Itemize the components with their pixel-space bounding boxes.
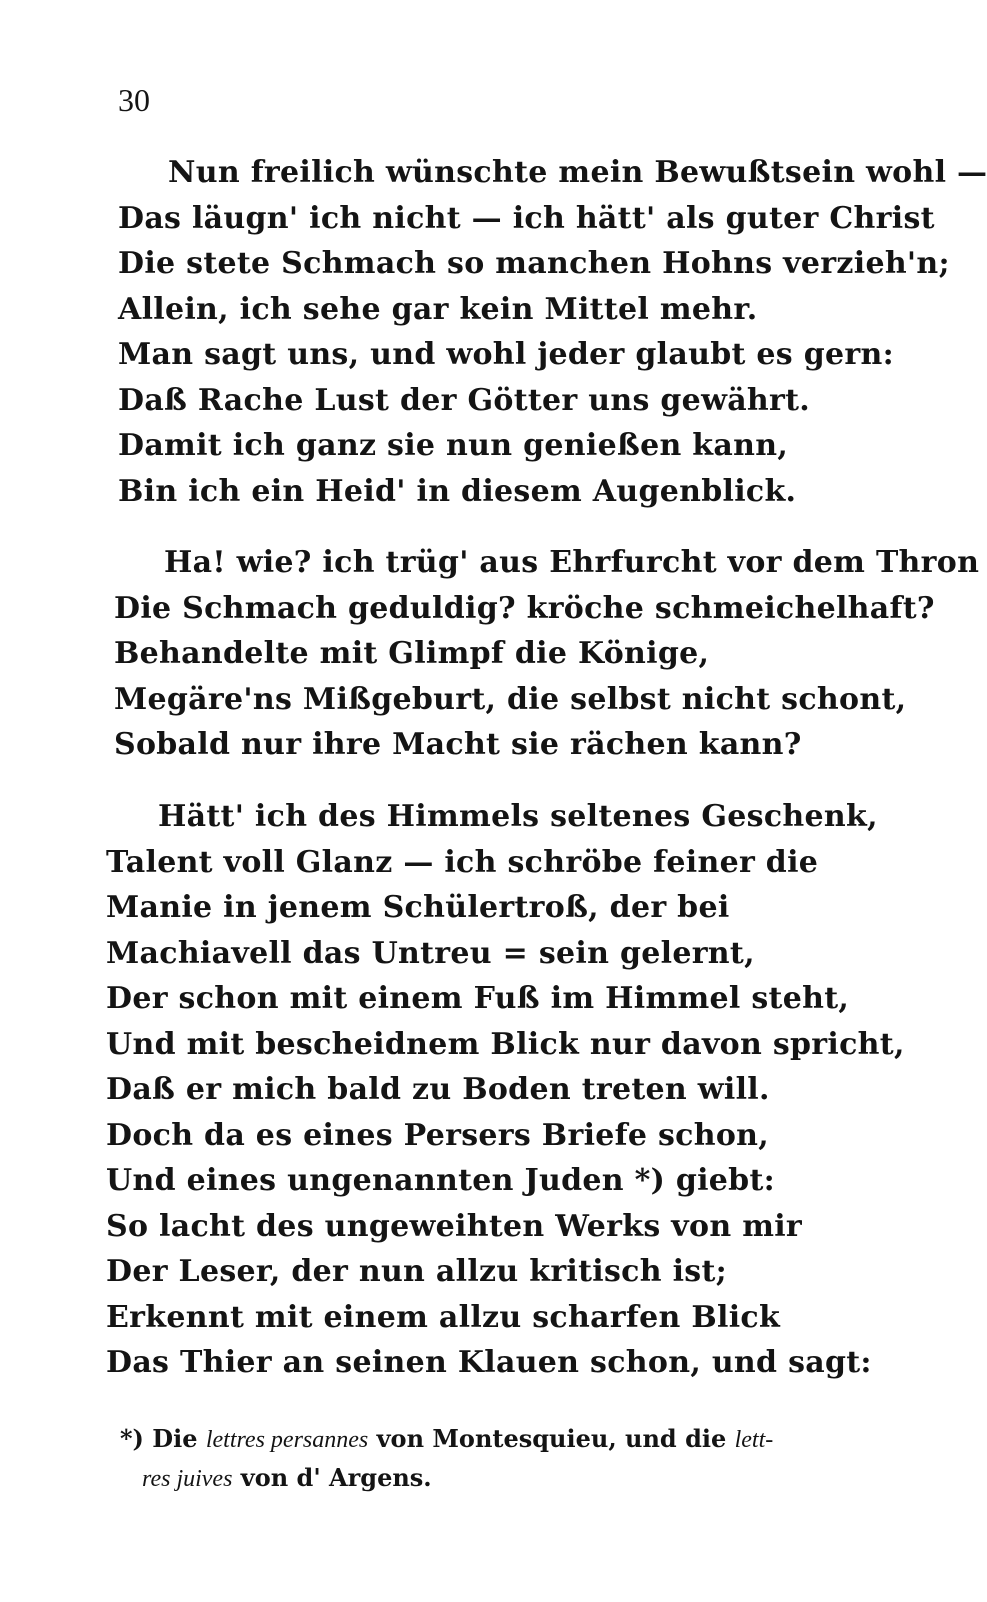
verse-line: Der Leser, der nun allzu kritisch ist; (106, 1254, 728, 1289)
footnote-text: von Montesquieu, und die (376, 1424, 727, 1453)
stanza-3 (0, 794, 905, 1386)
verse-line: Behandelte mit Glimpf die Könige, (114, 636, 710, 671)
verse-line: Bin ich ein Heid' in diesem Augenblick. (118, 473, 797, 509)
footnote-text: Die (152, 1424, 198, 1453)
verse-line: Die Schmach geduldig? kröche schmeichelhaft? (114, 590, 935, 626)
verse-line: Doch da es eines Persers Briefe schon, (106, 1117, 770, 1153)
verse-line: Hätt' ich des Himmels seltenes Geschenk, (158, 799, 878, 834)
footnote-line-1 (120, 1420, 840, 1459)
verse-line: Talent voll Glanz — ich schröbe feiner die (106, 844, 819, 880)
verse-line: Megäre'ns Mißgeburt, die selbst nicht schont, (114, 681, 907, 717)
footnote-title-italic: lett- (734, 1427, 774, 1453)
verse-line: Erkennt mit einem allzu scharfen Blick (106, 1299, 781, 1335)
footnote-text: von d' Argens. (240, 1463, 432, 1492)
verse-line: Damit ich ganz sie nun genießen kann, (118, 428, 789, 463)
footnote (120, 1420, 840, 1498)
verse-line: Daß Rache Lust der Götter uns gewährt. (118, 382, 811, 418)
stanza-2 (0, 540, 980, 768)
footnote-title-italic: res juives (142, 1466, 233, 1492)
verse-line: Und eines ungenannten Juden *) giebt: (106, 1163, 775, 1198)
verse-line: Der schon mit einem Fuß im Himmel steht, (106, 981, 850, 1016)
verse-line: Machiavell das Untreu = sein gelernt, (106, 935, 755, 971)
verse-line: Manie in jenem Schülertroß, der bei (106, 890, 730, 925)
footnote-title-italic: lettres persannes (205, 1427, 369, 1453)
verse-line: Daß er mich bald zu Boden treten will. (106, 1072, 770, 1107)
verse-line: So lacht des ungeweihten Werks von mir (106, 1208, 803, 1244)
verse-line: Man sagt uns, und wohl jeder glaubt es gern: (118, 337, 894, 372)
verse-line: Und mit bescheidnem Blick nur davon spricht, (106, 1026, 905, 1062)
verse-line: Ha! wie? ich trüg' aus Ehrfurcht vor dem Thron (164, 545, 980, 580)
stanza-1 (0, 150, 987, 514)
verse-line: Nun freilich wünschte mein Bewußtsein wohl — (168, 155, 987, 190)
verse-line: Das Thier an seinen Klauen schon, und sagt: (106, 1345, 872, 1380)
footnote-line-2 (120, 1459, 840, 1498)
verse-line: Das läugn' ich nicht — ich hätt' als guter Christ (118, 200, 935, 236)
verse-line: Sobald nur ihre Macht sie rächen kann? (114, 727, 802, 762)
page-number: 30 (118, 82, 150, 118)
verse-line: Allein, ich sehe gar kein Mittel mehr. (118, 291, 758, 327)
verse-line: Die stete Schmach so manchen Hohns verzieh'n; (118, 246, 950, 281)
footnote-marker: *) (120, 1424, 144, 1453)
